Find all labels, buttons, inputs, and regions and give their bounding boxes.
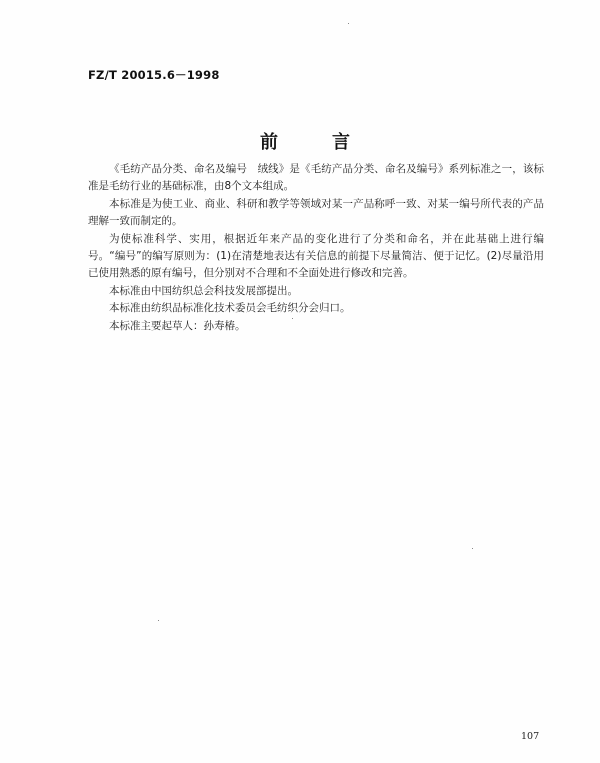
paragraph: 本标准是为使工业、商业、科研和教学等领域对某一产品称呼一致、对某一编号所代表的产品理解一致而制定的。 [88,197,544,228]
title-char-1: 前 [260,132,278,153]
paragraph: 本标准由中国纺织总会科技发展部提出。 [109,284,298,297]
page-title [260,128,350,154]
scan-speck [292,318,293,319]
standard-code: FZ/T 20015.6－1998 [88,68,220,82]
paragraph: 本标准由纺织品标准化技术委员会毛纺织分会归口。 [109,302,351,315]
paragraph: 本标准主要起草人：孙寿椿。 [109,319,246,332]
page-number: 107 [521,731,540,742]
foreword-body [88,161,544,335]
paragraph: 《毛纺产品分类、命名及编号 绒线》是《毛纺产品分类、命名及编号》系列标准之一，该标准是毛纺行业的基础标准，由8个文本组成。 [88,163,544,193]
paragraph: 为使标准科学、实用，根据近年来产品的变化进行了分类和命名，并在此基础上进行编号。“编号”的编写原则为：(1)在清楚地表达有关信息的前提下尽量简洁、便于记忆。(2)尽量沿用已使用熟悉的原有编号，但分别对不合理和不全面处进行修改和完善。 [88,232,544,280]
scan-speck [158,620,159,621]
title-char-2: 言 [332,132,350,153]
scan-speck [472,548,473,549]
scan-speck [348,23,349,24]
